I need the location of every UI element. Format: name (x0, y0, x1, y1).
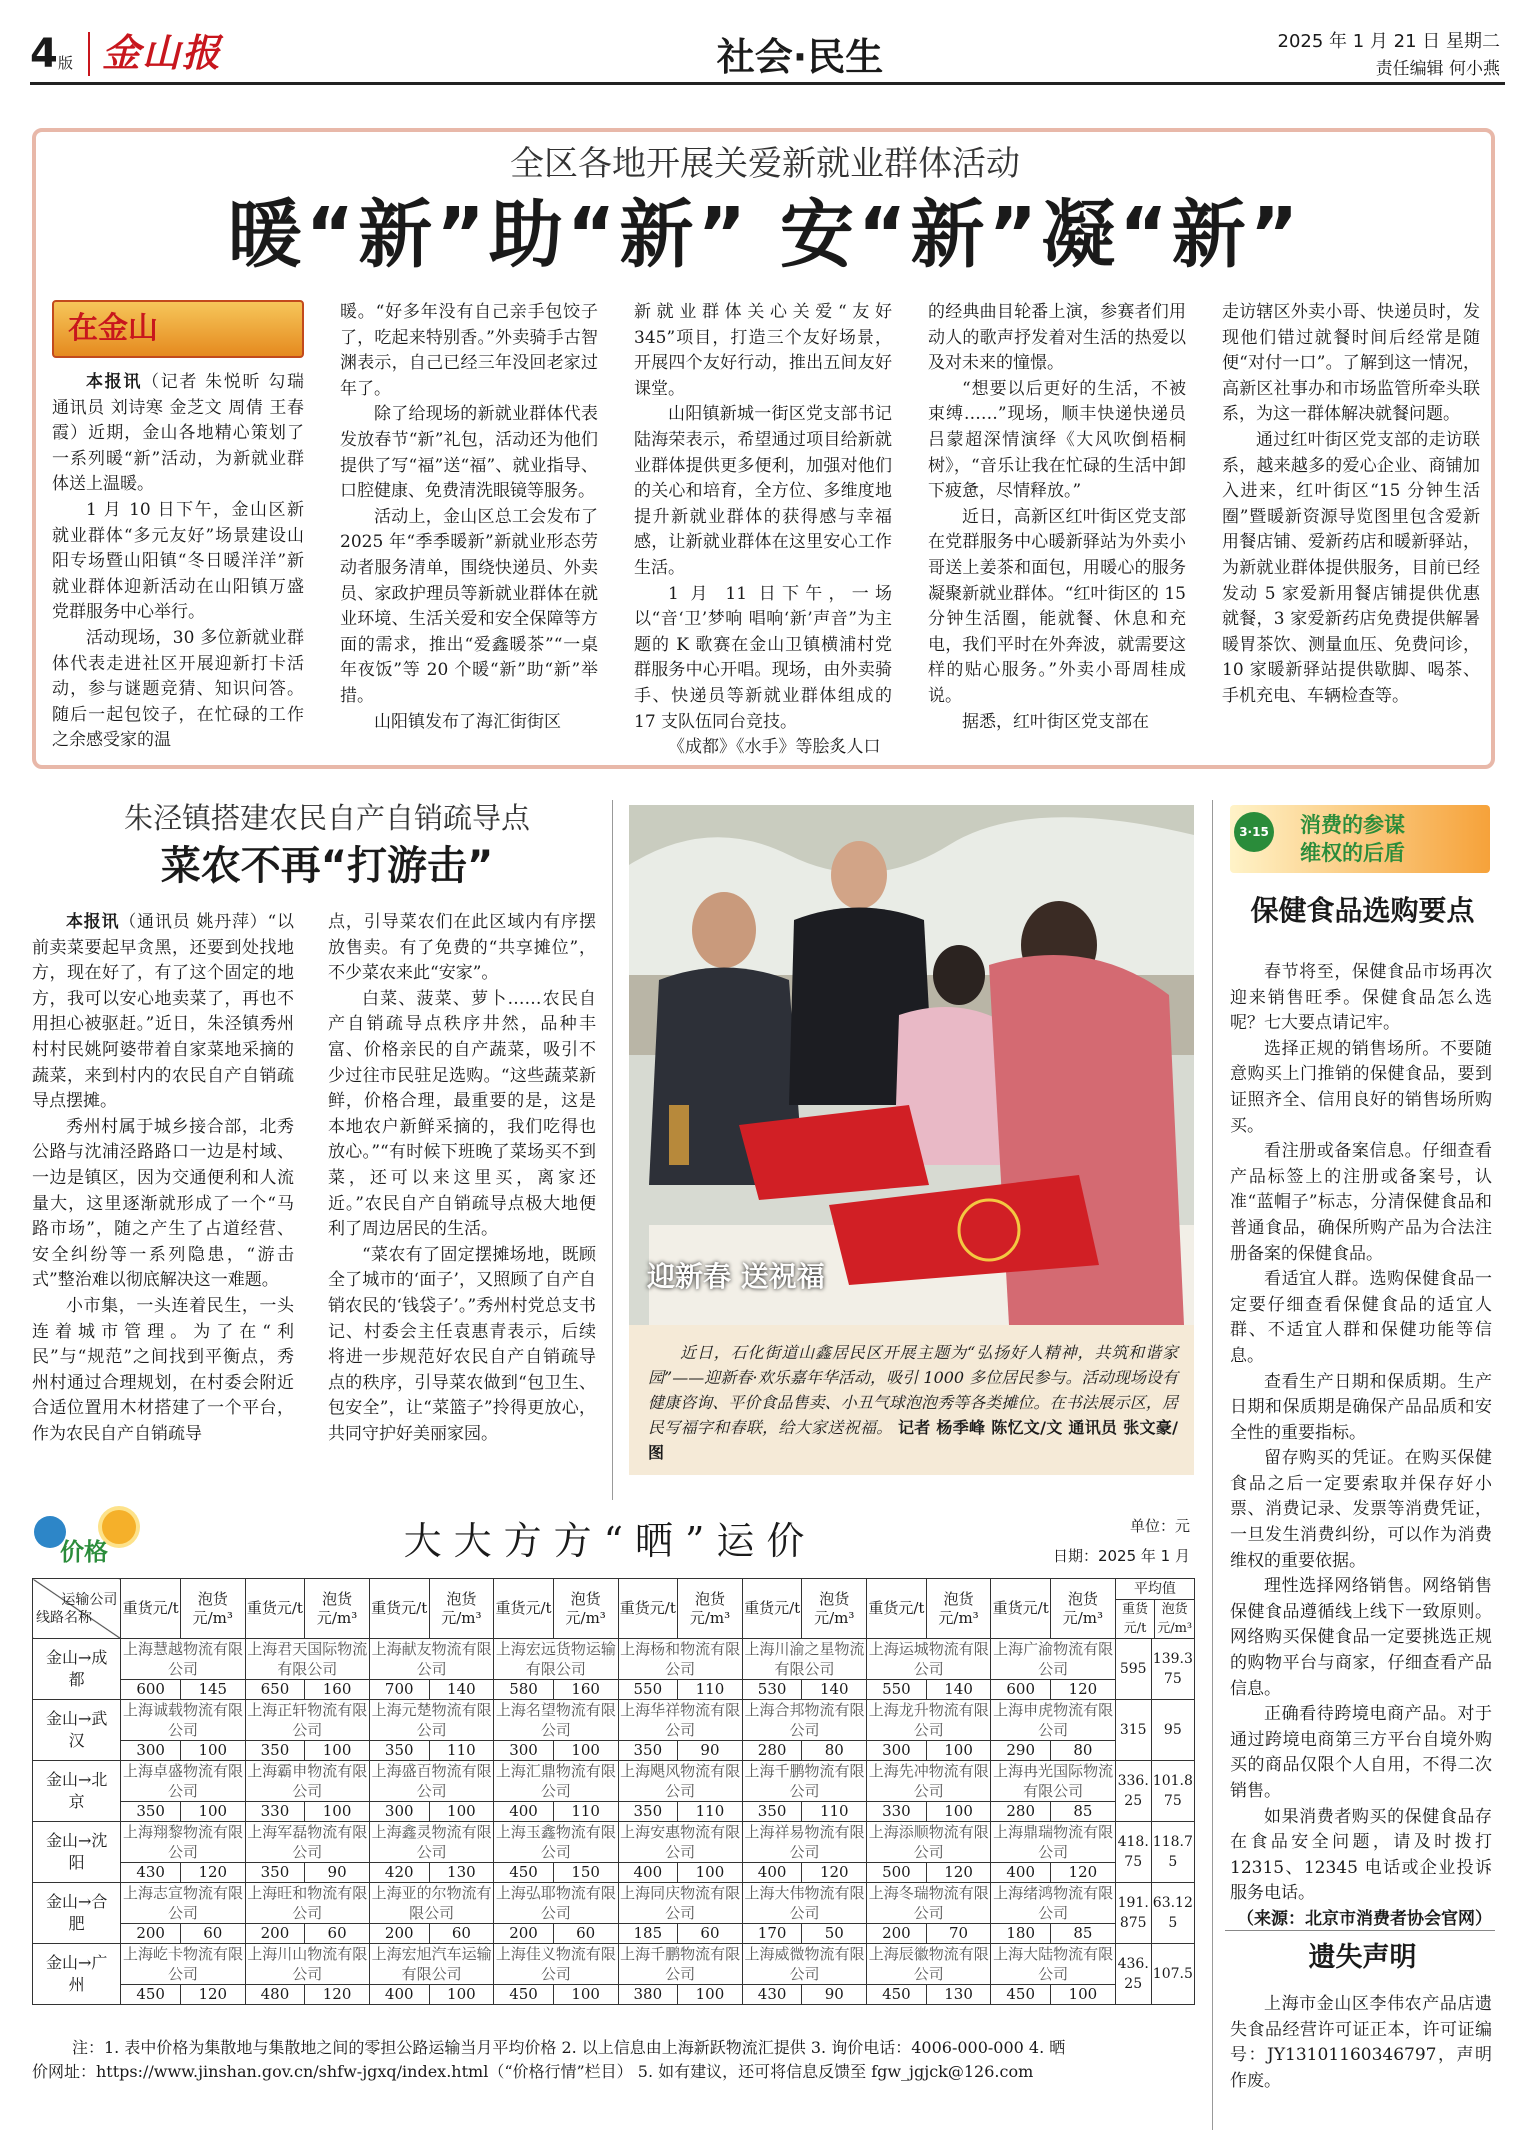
lead-paragraph: 本报讯（记者 朱悦昕 勾瑞 通讯员 刘诗寒 金芝文 周倩 王春霞）近期，金山各地精心策划了一系列暖“新”活动，为新就业群体送上温暖。 (52, 372, 304, 495)
carrier-name: 上海名望物流有限公司 (494, 1700, 618, 1741)
average-label: 平均值 (1116, 1580, 1194, 1600)
light-price: 100 (1051, 1985, 1116, 2005)
heavy-price: 350 (245, 1863, 305, 1883)
badge-line-1: 消费的参谋 (1300, 813, 1405, 837)
notice-text: 上海市金山区李伟农产品店遗失食品经营许可证正本，许可证编号：JY13101160346797，声明作废。 (1230, 1994, 1492, 2091)
light-price: 100 (678, 1985, 743, 2005)
header-heavy-cargo: 重货元/t (742, 1579, 802, 1639)
lead-byline: 本报讯 (86, 372, 143, 392)
table-row (33, 1863, 1195, 1883)
average-light-value: 95 (1151, 1700, 1194, 1761)
carrier-name: 上海大伟物流有限公司 (742, 1883, 866, 1924)
light-price: 50 (802, 1924, 867, 1944)
consumer-divider (1225, 1930, 1495, 1931)
photo-caption: 近日，石化街道山鑫居民区开展主题为“弘扬好人精神，共筑和谐家园”——迎新春·欢乐嘉年华活动，吸引 1000 多位居民参与。活动现场设有健康咨询、平价食品售卖、小丑气球泡泡秀等各类摊位。在书法展示区，居民写福字和春联，给大家送祝福。 记者 杨季峰 陈忆文/文 通讯员 张文豪/图 (648, 1343, 1178, 1462)
heavy-price: 430 (121, 1863, 181, 1883)
lead-paragraph: “想要以后更好的生活，不被束缚……”现场，顺丰快递快递员吕蒙超深情演绎《大风吹倒梧桐树》，“音乐让我在忙碌的生活中卸下疲惫，尽情释放。” (928, 378, 1186, 502)
light-price: 80 (1051, 1741, 1116, 1761)
light-price: 130 (429, 1863, 494, 1883)
lead-column-4 (928, 300, 1186, 750)
section-title: 社会·民生 (716, 35, 884, 79)
light-price: 100 (553, 1985, 618, 2005)
price-note-1: 注：1. 表中价格为集散地与集散地之间的零担公路运输当月平均价格 2. 以上信息由上海新跃物流汇提供 3. 询价电话：4006-000-000 4. 晒 (72, 2038, 1066, 2057)
average-heavy-value: 418.75 (1115, 1822, 1151, 1883)
carrier-name: 上海绪鸿物流有限公司 (991, 1883, 1115, 1924)
lead-paragraph: 山阳镇新城一街区党支部书记陆海荣表示，希望通过项目给新就业群体提供更多便利，加强对他们的关心和培育，全方位、多维度地提升新就业群体的获得感与幸福感，让新就业群体在这里安心工作生活。 (634, 404, 892, 578)
header-light-cargo: 泡货元/m³ (305, 1579, 370, 1639)
carrier-name: 上海川渝之星物流有限公司 (742, 1639, 866, 1680)
heavy-price: 280 (742, 1741, 802, 1761)
light-price: 110 (553, 1802, 618, 1822)
header-light-cargo: 泡货元/m³ (180, 1579, 245, 1639)
badge-line-2: 维权的后盾 (1300, 841, 1405, 865)
heavy-price: 580 (494, 1680, 554, 1700)
lead-paragraph: 近日，高新区红叶街区党支部在党群服务中心暖新驿站为外卖小哥送上姜茶和面包，用暖心的服务凝聚新就业群体。“红叶街区的 15 分钟生活圈，能就餐、休息和充电，我们平时在外奔波，就需要这样的贴心服务。”外卖小哥周桂成说。 (928, 506, 1186, 706)
carrier-name: 上海祥易物流有限公司 (742, 1822, 866, 1863)
header-heavy-cargo: 重货元/t (867, 1579, 927, 1639)
table-corner-header (33, 1579, 121, 1639)
heavy-price: 500 (867, 1863, 927, 1883)
heavy-price: 550 (867, 1680, 927, 1700)
average-heavy-value: 595 (1115, 1639, 1151, 1700)
lead-paragraph: 新就业群体关心关爱“友好 345”项目，打造三个友好场景，开展四个友好行动，推出五间友好课堂。 (634, 302, 892, 399)
price-badge-label: 价格 (60, 1538, 108, 1566)
issue-date: 2025 年 1 月 21 日 星期二 (1277, 31, 1500, 52)
heavy-price: 450 (494, 1863, 554, 1883)
heavy-price: 450 (494, 1985, 554, 2005)
average-heavy-label: 重货元/t (1116, 1600, 1156, 1638)
light-price: 85 (1051, 1802, 1116, 1822)
route-name: 金山→广州 (33, 1944, 121, 2005)
lead-paragraph: 暖。“好多年没有自己亲手包饺子了，吃起来特别香。”外卖骑手古智渊表示，自己已经三年没回老家过年了。 (340, 302, 598, 399)
light-price: 120 (180, 1863, 245, 1883)
header-heavy-cargo: 重货元/t (369, 1579, 429, 1639)
carrier-name: 上海诚载物流有限公司 (121, 1700, 245, 1741)
carrier-name: 上海盛百物流有限公司 (369, 1761, 493, 1802)
heavy-price: 200 (121, 1924, 181, 1944)
consumer-source: （来源：北京市消费者协会官网） (1237, 1908, 1492, 1929)
carrier-name: 上海先冲物流有限公司 (867, 1761, 991, 1802)
carrier-name: 上海辰徽物流有限公司 (867, 1944, 991, 1985)
header-heavy-cargo: 重货元/t (494, 1579, 554, 1639)
route-name: 金山→沈阳 (33, 1822, 121, 1883)
masthead-rule (30, 82, 1505, 85)
light-price: 110 (429, 1741, 494, 1761)
consumer-paragraph: 如果消费者购买的保健食品存在食品安全问题，请及时拨打 12315、12345 电话或企业投诉服务电话。 (1230, 1806, 1492, 1904)
heavy-price: 400 (618, 1863, 678, 1883)
heavy-price: 400 (742, 1863, 802, 1883)
heavy-price: 450 (867, 1985, 927, 2005)
consumer-body (1230, 960, 1492, 1929)
price-unit: 单位：元 (1129, 1517, 1190, 1535)
consumer-headline: 保健食品选购要点 (1250, 894, 1475, 927)
heavy-price: 380 (618, 1985, 678, 2005)
heavy-price: 330 (245, 1802, 305, 1822)
heavy-price: 180 (991, 1924, 1051, 1944)
carrier-name: 上海申虎物流有限公司 (991, 1700, 1115, 1741)
header-heavy-cargo: 重货元/t (618, 1579, 678, 1639)
second-paragraph: 秀州村属于城乡接合部，北秀公路与沈浦泾路路口一边是村域、一边是镇区，因为交通便利和人流量大，这里逐渐就形成了一个“马路市场”，随之产生了占道经营、安全纠纷等一系列隐患，“游击式”整治难以彻底解决这一难题。 (32, 1116, 294, 1291)
carrier-name: 上海冬瑞物流有限公司 (867, 1883, 991, 1924)
column-rule (612, 800, 613, 1500)
consumer-paragraph: 留存购买的凭证。在购买保健食品之后一定要索取并保存好小票、消费记录、发票等消费凭证，一旦发生消费纠纷，可以作为消费维权的重要依据。 (1230, 1448, 1492, 1571)
heavy-price: 300 (494, 1741, 554, 1761)
heavy-price: 200 (494, 1924, 554, 1944)
notice-headline: 遗失声明 (1308, 1942, 1417, 1973)
price-title: 大大方方“晒”运价 (403, 1519, 817, 1563)
average-heavy-value: 191.875 (1115, 1883, 1151, 1944)
carrier-name: 上海广渝物流有限公司 (991, 1639, 1115, 1680)
heavy-price: 350 (618, 1802, 678, 1822)
light-price: 90 (802, 1985, 867, 2005)
route-name: 金山→成都 (33, 1639, 121, 1700)
consumer-paragraph: 看适宜人群。选购保健食品一定要仔细查看保健食品的适宜人群、不适宜人群和保健功能等信息。 (1230, 1269, 1492, 1366)
table-row (33, 1741, 1195, 1761)
carrier-name: 上海龙升物流有限公司 (867, 1700, 991, 1741)
average-light-value: 101.875 (1151, 1761, 1194, 1822)
route-name: 金山→北京 (33, 1761, 121, 1822)
carrier-name: 上海旺和物流有限公司 (245, 1883, 369, 1924)
light-price: 90 (678, 1741, 743, 1761)
heavy-price: 300 (867, 1741, 927, 1761)
header-light-cargo: 泡货元/m³ (926, 1579, 991, 1639)
header-light-cargo: 泡货元/m³ (678, 1579, 743, 1639)
light-price: 100 (553, 1741, 618, 1761)
price-badge (30, 1510, 145, 1568)
heavy-price: 300 (121, 1741, 181, 1761)
header-heavy-cargo: 重货元/t (991, 1579, 1051, 1639)
heavy-price: 350 (742, 1802, 802, 1822)
light-price: 120 (180, 1985, 245, 2005)
average-light-value: 107.5 (1151, 1944, 1194, 2005)
column-badge-label: 在金山 (68, 311, 158, 346)
consumer-paragraph: 春节将至，保健食品市场再次迎来销售旺季。保健食品怎么选呢？七大要点请记牢。 (1230, 962, 1492, 1034)
table-row (33, 1985, 1195, 2005)
average-heavy-value: 336.25 (1115, 1761, 1151, 1822)
carrier-name: 上海屹卡物流有限公司 (121, 1944, 245, 1985)
carrier-name: 上海弘耶物流有限公司 (494, 1883, 618, 1924)
carrier-name: 上海鑫灵物流有限公司 (369, 1822, 493, 1863)
heavy-price: 290 (991, 1741, 1051, 1761)
lead-paragraph: 1 月 10 日下午，金山区新就业群体“多元友好”场景建设山阳专场暨山阳镇“冬日暖洋洋”新就业群体迎新活动在山阳镇万盛党群服务中心举行。 (52, 499, 304, 623)
photo-title: 迎新春 送祝福 (647, 1260, 825, 1293)
column-rule (1212, 800, 1213, 2130)
badge-315-icon: 3·15 (1234, 812, 1274, 852)
heavy-price: 200 (245, 1924, 305, 1944)
light-price: 85 (1051, 1924, 1116, 1944)
responsible-editor: 责任编辑 何小燕 (1375, 59, 1500, 79)
table-row (33, 1883, 1195, 1924)
light-price: 120 (1051, 1863, 1116, 1883)
carrier-name: 上海宏旭汽车运输有限公司 (369, 1944, 493, 1985)
lead-paragraph: 1 月 11 日下午，一场以“音‘卫’梦响 唱响‘新’声音”为主题的 K 歌赛在金山卫镇横浦村党群服务中心开唱。现场，由外卖骑手、快递员等新就业群体组成的 17 支队伍同台竞技。 (634, 583, 892, 732)
consumer-paragraph: 理性选择网络销售。网络销售保健食品遵循线上线下一致原则。网络购买保健食品一定要挑选正规的购物平台与商家，仔细查看产品信息。 (1230, 1576, 1492, 1699)
consumer-paragraph: 正确看待跨境电商产品。对于通过跨境电商第三方平台自境外购买的商品仅限个人自用，不得二次销售。 (1230, 1704, 1492, 1801)
second-byline: 本报讯 (66, 912, 120, 932)
lead-paragraph: 通过红叶街区党支部的走访联系，越来越多的爱心企业、商铺加入进来，红叶街区“15 分钟生活圈”暨暖新资源导览图里包含爱新用餐店铺、爱新药店和暖新驿站，为新就业群体提供服务，目前已经发动 5 家爱新用餐店铺提供优惠就餐，3 家爱新药店免费提供解暑暖胃茶饮、测量血压、免费问诊，10 家暖新驿站提供歇脚、喝茶、手机充电、车辆检查等。 (1222, 429, 1480, 706)
lead-paragraph: 的经典曲目轮番上演，参赛者们用动人的歌声抒发着对生活的热爱以及对未来的憧憬。 (928, 302, 1186, 374)
light-price: 110 (678, 1680, 743, 1700)
price-date: 日期：2025 年 1 月 (1052, 1547, 1190, 1565)
light-price: 160 (553, 1680, 618, 1700)
carrier-name: 上海鼎瑞物流有限公司 (991, 1822, 1115, 1863)
header-average (1115, 1579, 1194, 1639)
average-heavy-value: 436.25 (1115, 1944, 1151, 2005)
light-price: 100 (429, 1802, 494, 1822)
carrier-name: 上海同庆物流有限公司 (618, 1883, 742, 1924)
carrier-name: 上海千鹏物流有限公司 (618, 1944, 742, 1985)
carrier-name: 上海正轩物流有限公司 (245, 1700, 369, 1741)
table-row (33, 1761, 1195, 1802)
page-number: 4 (30, 31, 58, 77)
second-paragraph: 点，引导菜农们在此区域内有序摆放售卖。有了免费的“共享摊位”，不少菜农来此“安家”。 (328, 912, 596, 984)
heavy-price: 200 (369, 1924, 429, 1944)
table-row (33, 1639, 1195, 1680)
carrier-name: 上海翔黎物流有限公司 (121, 1822, 245, 1863)
corner-bottom-label: 线路名称 (36, 1609, 92, 1626)
header-light-cargo: 泡货元/m³ (802, 1579, 867, 1639)
lead-headline: 暖“新”助“新” 安“新”凝“新” (227, 192, 1303, 278)
second-paragraph: “菜农有了固定摆摊场地，既顾全了城市的‘面子’，又照顾了自产自销农民的‘钱袋子’。”秀州村党总支书记、村委会主任袁惠青表示，后续将进一步规范好农民自产自销疏导点的秩序，引导菜农做到“包卫生、包安全”，让“菜篮子”拎得更放心，共同守护好美丽家园。 (328, 1244, 596, 1444)
heavy-price: 350 (121, 1802, 181, 1822)
masthead-divider (88, 32, 90, 76)
heavy-price: 650 (245, 1680, 305, 1700)
light-price: 160 (305, 1680, 370, 1700)
news-photo (629, 805, 1194, 1325)
heavy-price: 170 (742, 1924, 802, 1944)
consumer-paragraph: 查看生产日期和保质期。生产日期和保质期是确保产品品质和安全性的重要指标。 (1230, 1371, 1492, 1443)
carrier-name: 上海千鹏物流有限公司 (742, 1761, 866, 1802)
route-name: 金山→武汉 (33, 1700, 121, 1761)
carrier-name: 上海汇鼎物流有限公司 (494, 1761, 618, 1802)
heavy-price: 430 (742, 1985, 802, 2005)
carrier-name: 上海君天国际物流有限公司 (245, 1639, 369, 1680)
average-light-label: 泡货元/m³ (1157, 1601, 1193, 1636)
heavy-price: 185 (618, 1924, 678, 1944)
lead-paragraph: 据悉，红叶街区党支部在 (962, 711, 1149, 732)
average-light-value: 139.375 (1151, 1639, 1194, 1700)
light-price: 100 (429, 1985, 494, 2005)
heavy-price: 350 (618, 1741, 678, 1761)
light-price: 100 (305, 1802, 370, 1822)
carrier-name: 上海飓风物流有限公司 (618, 1761, 742, 1802)
header-light-cargo: 泡货元/m³ (553, 1579, 618, 1639)
heavy-price: 550 (618, 1680, 678, 1700)
table-row (33, 1822, 1195, 1863)
price-note-2: 价网址：https://www.jinshan.gov.cn/shfw-jgxq/index.html（“价格行情”栏目） 5. 如有建议，还可将信息反馈至 fgw_jgjck@126.com (32, 2062, 1034, 2081)
light-price: 60 (429, 1924, 494, 1944)
second-column-1 (32, 910, 294, 1505)
lead-column-3 (634, 300, 892, 758)
light-price: 100 (180, 1802, 245, 1822)
lead-paragraph: 除了给现场的新就业群体代表发放春节“新”礼包，活动还为他们提供了写“福”送“福”、就业指导、口腔健康、免费清洗眼镜等服务。 (340, 404, 598, 502)
light-price: 140 (429, 1680, 494, 1700)
light-price: 100 (180, 1741, 245, 1761)
freight-price-table (32, 1578, 1195, 2005)
lead-column-5 (1222, 300, 1480, 750)
carrier-name: 上海冉光国际物流有限公司 (991, 1761, 1115, 1802)
heavy-price: 450 (121, 1985, 181, 2005)
carrier-name: 上海合邦物流有限公司 (742, 1700, 866, 1741)
carrier-name: 上海霸申物流有限公司 (245, 1761, 369, 1802)
route-name: 金山→合肥 (33, 1883, 121, 1944)
lead-column-1 (52, 370, 304, 750)
heavy-price: 200 (867, 1924, 927, 1944)
carrier-name: 上海运城物流有限公司 (867, 1639, 991, 1680)
light-price: 145 (180, 1680, 245, 1700)
carrier-name: 上海佳义物流有限公司 (494, 1944, 618, 1985)
light-price: 110 (678, 1802, 743, 1822)
average-light-value: 118.75 (1151, 1822, 1194, 1883)
second-headline: 菜农不再“打游击” (160, 843, 494, 889)
second-paragraph: 小市集，一头连着民生，一头连着城市管理。为了在“利民”与“规范”之间找到平衡点，秀州村通过合理规划，在村委会附近合适位置用木材搭建了一个平台，作为农民自产自销疏导 (32, 1295, 294, 1444)
heavy-price: 280 (991, 1802, 1051, 1822)
light-price: 100 (926, 1802, 991, 1822)
light-price: 60 (678, 1924, 743, 1944)
heavy-price: 400 (369, 1985, 429, 2005)
table-row (33, 1944, 1195, 1985)
heavy-price: 350 (369, 1741, 429, 1761)
light-price: 120 (305, 1985, 370, 2005)
heavy-price: 400 (494, 1802, 554, 1822)
lead-kicker: 全区各地开展关爱新就业群体活动 (510, 144, 1020, 184)
consumer-paragraph: 看注册或备案信息。仔细查看产品标签上的注册或备案号，认准“蓝帽子”标志，分清保健食品和普通食品，确保所购产品为合法注册备案的保健食品。 (1230, 1141, 1492, 1264)
lead-paragraph: 活动现场，30 多位新就业群体代表走进社区开展迎新打卡活动，参与谜题竞猜、知识问答。随后一起包饺子，在忙碌的工作之余感受家的温 (52, 627, 304, 751)
corner-top-label: 运输公司 (61, 1591, 118, 1608)
light-price: 120 (802, 1863, 867, 1883)
heavy-price: 600 (991, 1680, 1051, 1700)
table-row (33, 1680, 1195, 1700)
heavy-price: 450 (991, 1985, 1051, 2005)
light-price: 60 (305, 1924, 370, 1944)
heavy-price: 530 (742, 1680, 802, 1700)
light-price: 130 (926, 1985, 991, 2005)
table-row (33, 1700, 1195, 1741)
carrier-name: 上海卓盛物流有限公司 (121, 1761, 245, 1802)
page-number-suffix: 版 (58, 54, 74, 72)
carrier-name: 上海亚的尔物流有限公司 (369, 1883, 493, 1924)
header-heavy-cargo: 重货元/t (121, 1579, 181, 1639)
light-price: 110 (802, 1802, 867, 1822)
heavy-price: 420 (369, 1863, 429, 1883)
photo-illustration (629, 805, 1194, 1325)
table-row (33, 1802, 1195, 1822)
heavy-price: 700 (369, 1680, 429, 1700)
light-price: 140 (802, 1680, 867, 1700)
lead-column-2 (340, 300, 598, 750)
light-price: 100 (926, 1741, 991, 1761)
light-price: 60 (553, 1924, 618, 1944)
column-badge (52, 300, 304, 358)
light-price: 90 (305, 1863, 370, 1883)
average-light-value: 63.125 (1151, 1883, 1194, 1944)
second-paragraph: 白菜、菠菜、萝卜……农民自产自销疏导点秩序井然，品种丰富、价格亲民的自产蔬菜，吸引不少过往市民驻足选购。“这些蔬菜新鲜，价格合理，最重要的是，这是本地农户新鲜采摘的，我们吃得也放心。”“有时候下班晚了菜场买不到菜，还可以来这里买，离家还近。”农民自产自销疏导点极大地便利了周边居民的生活。 (328, 988, 596, 1240)
second-column-2 (328, 910, 596, 1505)
carrier-name: 上海添顺物流有限公司 (867, 1822, 991, 1863)
carrier-name: 上海安惠物流有限公司 (618, 1822, 742, 1863)
table-row (33, 1924, 1195, 1944)
header-light-cargo: 泡货元/m³ (1051, 1579, 1116, 1639)
carrier-name: 上海志宣物流有限公司 (121, 1883, 245, 1924)
light-price: 70 (926, 1924, 991, 1944)
heavy-price: 480 (245, 1985, 305, 2005)
lead-paragraph: 活动上，金山区总工会发布了 2025 年“季季暖新”新就业形态劳动者服务清单，围绕快递员、外卖员、家政护理员等新就业群体在就业环境、生活关爱和安全保障等方面的需求，推出“爱鑫暖茶”“一桌年夜饭”等 20 个暖“新”助“新”举措。 (340, 506, 598, 706)
carrier-name: 上海大陆物流有限公司 (991, 1944, 1115, 1985)
light-price: 150 (553, 1863, 618, 1883)
light-price: 80 (802, 1741, 867, 1761)
header-light-cargo: 泡货元/m³ (429, 1579, 494, 1639)
carrier-name: 上海玉鑫物流有限公司 (494, 1822, 618, 1863)
carrier-name: 上海宏远货物运输有限公司 (494, 1639, 618, 1680)
light-price: 60 (180, 1924, 245, 1944)
light-price: 100 (305, 1741, 370, 1761)
light-price: 120 (1051, 1680, 1116, 1700)
consumer-paragraph: 选择正规的销售场所。不要随意购买上门推销的保健食品，要到证照齐全、信用良好的销售场所购买。 (1230, 1038, 1492, 1136)
heavy-price: 350 (245, 1741, 305, 1761)
lead-paragraph: 走访辖区外卖小哥、快递员时，发现他们错过就餐时间后经常是随便“对付一口”。了解到这一情况，高新区社事办和市场监管所牵头联系，为这一群体解决就餐问题。 (1222, 302, 1480, 425)
photo-credit: 记者 杨季峰 陈忆文/文 通讯员 张文豪/图 (648, 1418, 1178, 1462)
carrier-name: 上海慧越物流有限公司 (121, 1639, 245, 1680)
light-price: 100 (678, 1863, 743, 1883)
paper-logo: 金山报 (102, 30, 223, 75)
heavy-price: 330 (867, 1802, 927, 1822)
carrier-name: 上海华祥物流有限公司 (618, 1700, 742, 1741)
carrier-name: 上海元楚物流有限公司 (369, 1700, 493, 1741)
lead-paragraph: 山阳镇发布了海汇街街区 (374, 711, 561, 732)
header-heavy-cargo: 重货元/t (245, 1579, 305, 1639)
heavy-price: 400 (991, 1863, 1051, 1883)
second-paragraph: 本报讯（通讯员 姚丹萍）“以前卖菜要起早贪黑，还要到处找地方，现在好了，有了这个固定的地方，我可以安心地卖菜了，再也不用担心被驱赶。”近日，朱泾镇秀州村村民姚阿婆带着自家菜地采摘的蔬菜，来到村内的农民自产自销疏导点摆摊。 (32, 912, 294, 1112)
average-heavy-value: 315 (1115, 1700, 1151, 1761)
carrier-name: 上海川山物流有限公司 (245, 1944, 369, 1985)
lead-paragraph: 《成都》《水手》等脍炙人口 (668, 737, 881, 758)
carrier-name: 上海献友物流有限公司 (369, 1639, 493, 1680)
light-price: 120 (926, 1863, 991, 1883)
carrier-name: 上海杨和物流有限公司 (618, 1639, 742, 1680)
heavy-price: 600 (121, 1680, 181, 1700)
second-kicker: 朱泾镇搭建农民自产自销疏导点 (123, 801, 530, 835)
carrier-name: 上海威微物流有限公司 (742, 1944, 866, 1985)
light-price: 140 (926, 1680, 991, 1700)
heavy-price: 300 (369, 1802, 429, 1822)
carrier-name: 上海军磊物流有限公司 (245, 1822, 369, 1863)
